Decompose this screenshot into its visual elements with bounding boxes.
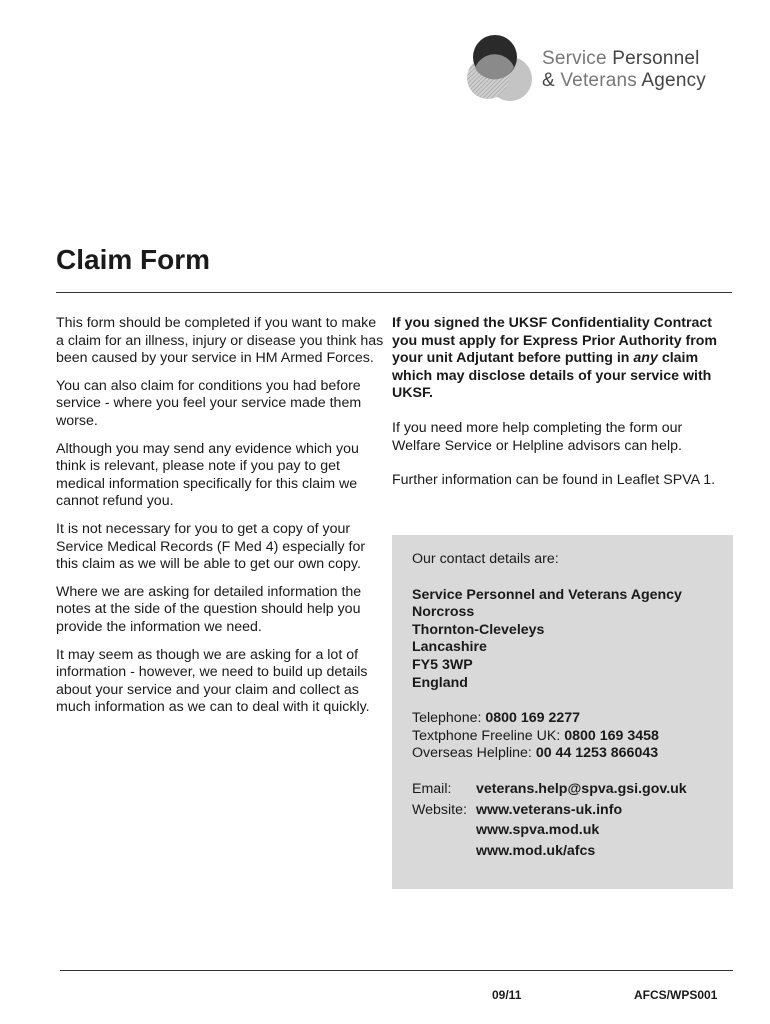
intro-paragraph: This form should be completed if you want to make a claim for an illness, injury or disease you think has been caused by your service in HM Armed Forces. [56, 315, 384, 367]
overseas-label: Overseas Helpline: [412, 745, 532, 762]
further-info-paragraph: Further information can be found in Leaflet SPVA 1. [392, 472, 716, 489]
contact-details-box [392, 535, 733, 889]
address-line: Norcross [412, 604, 475, 621]
uksf-notice-text: If you signed the UKSF Confidentiality Contract you must apply for Express Prior Authority from your unit Adjutant before putting in [392, 315, 718, 367]
uksf-notice-emphasis: any [633, 350, 658, 367]
guidance-column [392, 315, 732, 507]
logo-word: Veterans [560, 70, 637, 91]
address-line: Lancashire [412, 639, 487, 656]
logo-word: Agency [641, 70, 706, 91]
address-line: Service Personnel and Veterans Agency [412, 586, 682, 603]
intro-paragraph: Where we are asking for detailed information the notes at the side of the question should help you provide the information we need. [56, 583, 362, 635]
logo-word: & [542, 70, 555, 91]
telephone-number[interactable]: 0800 169 2277 [485, 710, 581, 727]
postal-address [412, 587, 713, 693]
address-line: England [412, 674, 468, 691]
help-paragraph: If you need more help completing the form our Welfare Service or Helpline advisors can help. [392, 419, 683, 454]
telephone-label: Telephone: [412, 710, 482, 727]
uksf-notice-text: claim which may disclose details of your service with UKSF. [392, 350, 712, 402]
agency-name [542, 48, 706, 92]
agency-logo-icon [466, 34, 540, 104]
page-title: Claim Form [56, 244, 211, 275]
intro-paragraph: You can also claim for conditions you had before service - where you feel your service made them worse. [56, 377, 362, 429]
address-line: Thornton-Cleveleys [412, 621, 545, 638]
website-link[interactable]: www.spva.mod.uk [476, 822, 600, 839]
telephone-row [412, 710, 713, 728]
logo-word: Service [542, 48, 607, 69]
email-label: Email: [412, 780, 452, 797]
email-link[interactable]: veterans.help@spva.gsi.gov.uk [476, 780, 687, 797]
textphone-row [412, 728, 713, 746]
footer-divider [60, 970, 733, 971]
website-link[interactable]: www.veterans-uk.info [476, 801, 623, 818]
form-code: AFCS/WPS001 [634, 988, 718, 1002]
agency-logo [466, 34, 746, 104]
title-divider [56, 292, 732, 293]
phone-numbers [412, 710, 713, 763]
website-link[interactable]: www.mod.uk/afcs [476, 842, 596, 859]
intro-column [56, 315, 384, 727]
overseas-row [412, 745, 713, 763]
website-label: Website: [412, 801, 467, 818]
overseas-number[interactable]: 00 44 1253 866043 [535, 745, 659, 762]
uksf-notice [392, 315, 732, 403]
textphone-label: Textphone Freeline UK: [412, 727, 561, 744]
intro-paragraph: It is not necessary for you to get a copy of your Service Medical Records (F Med 4) especially for this claim as we will be able to get our own copy. [56, 520, 366, 573]
online-contacts [412, 781, 713, 860]
address-line: FY5 3WP [412, 656, 473, 673]
intro-paragraph: Although you may send any evidence which you think is relevant, please note if you pay to get medical information specifically for this claim we cannot refund you. [56, 440, 359, 510]
footer-date: 09/11 [492, 988, 522, 1002]
intro-paragraph: It may seem as though we are asking for a lot of information - however, we need to build up details about your service and your claim and collect as much information as we can to deal with it quickly. [56, 646, 370, 716]
textphone-number[interactable]: 0800 169 3458 [564, 727, 659, 744]
contact-intro: Our contact details are: [412, 551, 559, 567]
logo-word: Personnel [612, 48, 700, 69]
